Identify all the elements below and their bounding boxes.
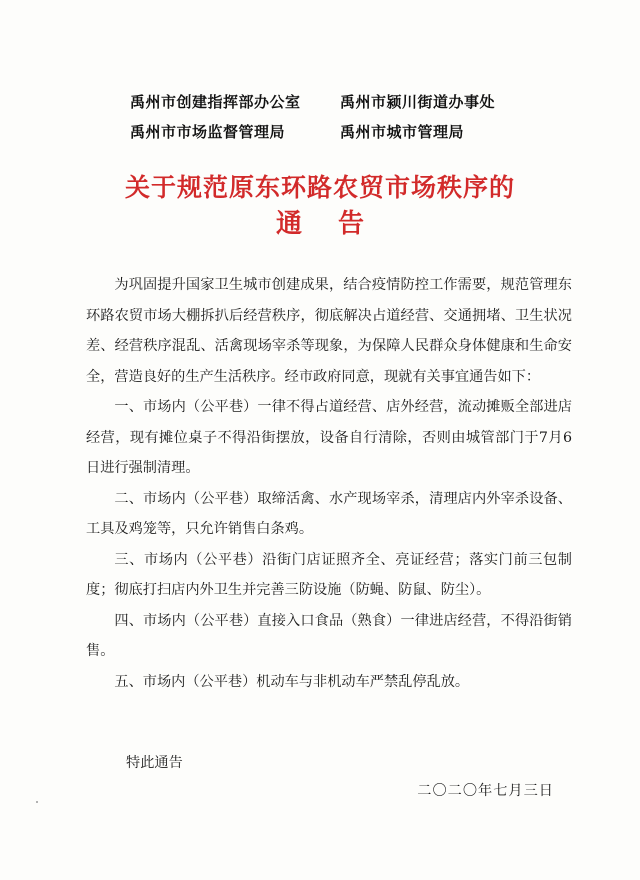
issuing-authorities bbox=[130, 86, 550, 146]
issuer-yingchuan-street-office: 禹州市颍川街道办事处 bbox=[340, 92, 496, 111]
issuer-row bbox=[130, 86, 550, 116]
clause-2: 二、市场内（公平巷）取缔活禽、水产现场宰杀，清理店内外宰杀设备、工具及鸡笼等，只允许销售白条鸡。 bbox=[86, 490, 572, 537]
clause-5: 五、市场内（公平巷）机动车与非机动车严禁乱停乱放。 bbox=[114, 673, 470, 690]
clause-4: 四、市场内（公平巷）直接入口食品（熟食）一律进店经营，不得沿街销售。 bbox=[86, 612, 572, 659]
intro-paragraph: 为巩固提升国家卫生城市创建成果，结合疫情防控工作需要，规范管理东环路农贸市场大棚拆扒后经营秩序，彻底解决占道经营、交通拥堵、卫生状况差、经营秩序混乱、活禽现场宰杀等现象，为保障人民群众身体健康和生命安全，营造良好的生产生活秩序。经市政府同意，现就有关事宜通告如下： bbox=[86, 277, 572, 385]
issuer-market-supervision-bureau: 禹州市市场监督管理局 bbox=[130, 122, 286, 141]
closing-statement: 特此通告 bbox=[126, 755, 183, 771]
notice-body bbox=[86, 270, 572, 697]
issuer-urban-management-bureau: 禹州市城市管理局 bbox=[340, 122, 465, 141]
notice-title-suffix: 通告 bbox=[275, 209, 400, 239]
notice-title: 关于规范原东环路农贸市场秩序的 bbox=[124, 173, 515, 202]
issue-date: 二〇二〇年七月三日 bbox=[417, 783, 554, 799]
issuer-row bbox=[130, 116, 550, 146]
clause-3: 三、市场内（公平巷）沿街门店证照齐全、亮证经营；落实门前三包制度；彻底打扫店内外卫生并完善三防设施（防蝇、防鼠、防尘）。 bbox=[86, 551, 572, 598]
issuer-command-office: 禹州市创建指挥部办公室 bbox=[130, 92, 301, 111]
clause-1: 一、市场内（公平巷）一律不得占道经营、店外经营，流动摊贩全部进店经营，现有摊位桌子不得沿街摆放，设备自行清除，否则由城管部门于7月6日进行强制清理。 bbox=[86, 399, 572, 476]
paper-speck bbox=[36, 801, 38, 803]
